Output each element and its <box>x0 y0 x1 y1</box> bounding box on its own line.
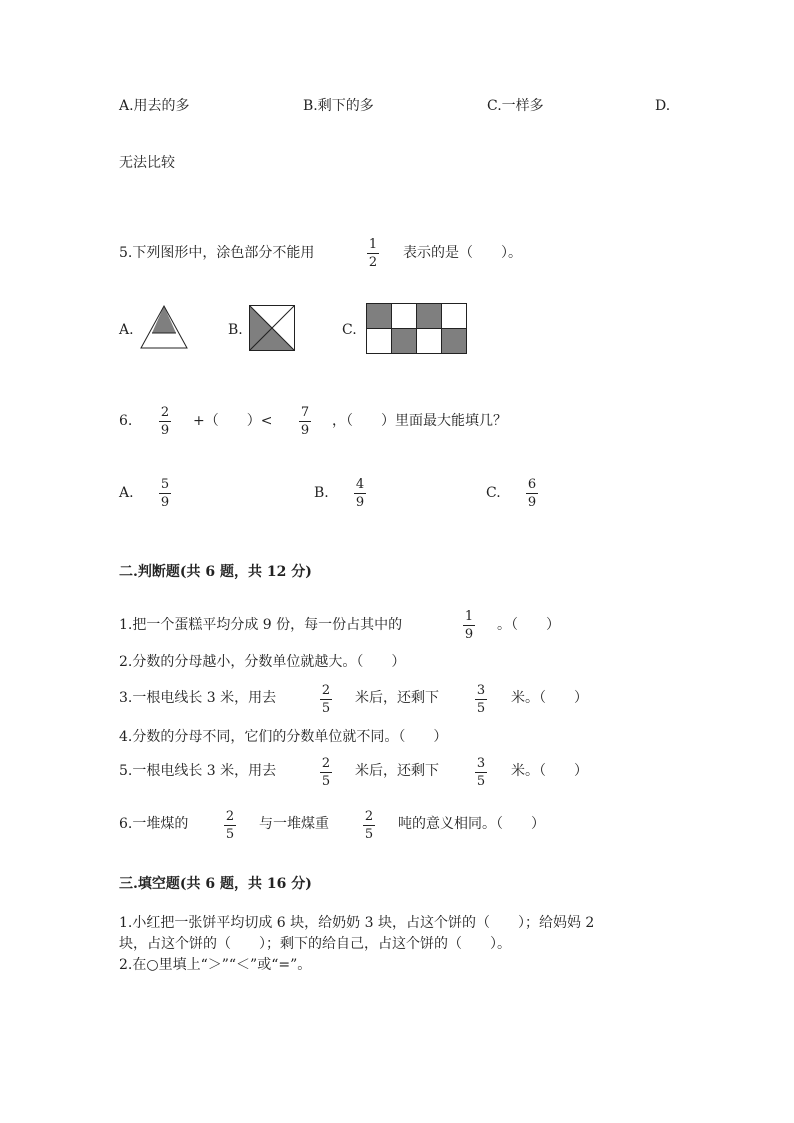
q4-option-b: B.剩下的多 <box>303 98 374 114</box>
q5-fraction-den: 2 <box>368 255 378 270</box>
q6-number: 6. <box>119 413 133 429</box>
tf-6-den-1: 5 <box>225 827 235 842</box>
tf-5-den-2: 5 <box>476 774 486 789</box>
q5-suffix: 表示的是（ ）。 <box>403 245 522 261</box>
tf-item-3-middle: 米后，还剩下 <box>355 690 439 706</box>
triangle-figure <box>139 304 189 350</box>
tf-3-den-1: 5 <box>321 701 331 716</box>
q5-fraction <box>365 237 381 270</box>
tf-item-6-fraction-1 <box>222 809 238 842</box>
tf-item-1: 1.把一个蛋糕平均分成 9 份，每一份占其中的 <box>119 617 403 633</box>
tf-item-5: 5.一根电线长 3 米，用去 <box>119 763 277 779</box>
tf-item-3-suffix: 米。（ ） <box>511 690 588 706</box>
fraction-bar <box>363 825 375 826</box>
tf-6-num-1: 2 <box>225 809 235 824</box>
tf-3-num-1: 2 <box>321 683 331 698</box>
fill-item-2: 2.在○里填上“＞”“＜”或“=”。 <box>119 957 312 973</box>
fraction-bar <box>526 493 538 494</box>
q6-a-num: 5 <box>160 477 170 492</box>
tf-item-5-middle: 米后，还剩下 <box>355 763 439 779</box>
fraction-bar <box>299 421 311 422</box>
tf-item-5-fraction-1 <box>318 756 334 789</box>
q6-f1-num: 2 <box>160 405 170 420</box>
q6-b-num: 4 <box>355 477 365 492</box>
q6-c-num: 6 <box>527 477 537 492</box>
tf-1-den: 9 <box>464 627 474 642</box>
fraction-bar <box>475 772 487 773</box>
q6-option-b-label: B. <box>314 485 329 501</box>
tf-6-den-2: 5 <box>364 827 374 842</box>
q4-option-a: A.用去的多 <box>119 98 190 114</box>
tf-item-6-suffix: 吨的意义相同。（ ） <box>398 816 545 832</box>
grid-cell-shaded <box>442 329 467 354</box>
q6-b-den: 9 <box>355 495 365 510</box>
fraction-bar <box>354 493 366 494</box>
tf-item-6-fraction-2 <box>361 809 377 842</box>
q6-option-a-fraction <box>157 477 173 510</box>
fill-item-1-line-1: 1.小红把一张饼平均切成 6 块，给奶奶 3 块，占这个饼的（ ）；给妈妈 2 <box>119 915 595 931</box>
q6-suffix: ，（ ）里面最大能填几？ <box>332 413 507 429</box>
q6-c-den: 9 <box>527 495 537 510</box>
tf-item-3: 3.一根电线长 3 米，用去 <box>119 690 277 706</box>
tf-5-num-2: 3 <box>476 756 486 771</box>
fraction-bar <box>320 699 332 700</box>
q5-option-c-label: C. <box>342 322 357 338</box>
tf-3-num-2: 3 <box>476 683 486 698</box>
q4-option-d-text: 无法比较 <box>119 155 175 171</box>
tf-item-3-fraction-1 <box>318 683 334 716</box>
fraction-bar <box>367 253 379 254</box>
tf-5-den-1: 5 <box>321 774 331 789</box>
grid-figure <box>366 303 468 355</box>
tf-item-1-suffix: 。（ ） <box>497 617 560 633</box>
tf-item-1-fraction <box>461 609 477 642</box>
fill-item-1-line-2: 块，占这个饼的（ ）；剩下的给自己，占这个饼的（ ）。 <box>119 936 511 952</box>
tf-item-3-fraction-2 <box>473 683 489 716</box>
tf-item-6: 6.一堆煤的 <box>119 816 189 832</box>
tf-item-4: 4.分数的分母不同，它们的分数单位就不同。（ ） <box>119 729 448 745</box>
q6-fraction-1 <box>157 405 173 438</box>
tf-item-5-suffix: 米。（ ） <box>511 763 588 779</box>
square-figure <box>249 305 295 351</box>
q6-middle: +（ ）< <box>193 413 273 429</box>
tf-3-den-2: 5 <box>476 701 486 716</box>
q4-option-c: C.一样多 <box>487 98 544 114</box>
fraction-bar <box>159 493 171 494</box>
tf-item-2: 2.分数的分母越小，分数单位就越大。（ ） <box>119 654 406 670</box>
q6-fraction-2 <box>297 405 313 438</box>
q6-option-c-label: C. <box>486 485 501 501</box>
section-2-heading: 二.判断题(共 6 题，共 12 分) <box>119 564 312 580</box>
section-3-heading: 三.填空题(共 6 题，共 16 分) <box>119 876 312 892</box>
tf-item-5-fraction-2 <box>473 756 489 789</box>
grid-cell-shaded <box>392 329 417 354</box>
q6-option-b-fraction <box>352 477 368 510</box>
q5-fraction-num: 1 <box>368 237 378 252</box>
fraction-bar <box>224 825 236 826</box>
q6-f2-den: 9 <box>300 423 310 438</box>
fraction-bar <box>159 421 171 422</box>
grid-cell-shaded <box>417 304 442 329</box>
fraction-bar <box>320 772 332 773</box>
tf-5-num-1: 2 <box>321 756 331 771</box>
q4-option-d-label: D. <box>655 98 671 114</box>
q5-prompt: 5.下列图形中，涂色部分不能用 <box>119 245 315 261</box>
q5-option-b-label: B. <box>228 322 243 338</box>
q6-option-a-label: A. <box>119 485 134 501</box>
tf-6-num-2: 2 <box>364 809 374 824</box>
tf-item-6-middle: 与一堆煤重 <box>259 816 329 832</box>
fraction-bar <box>475 699 487 700</box>
q6-option-c-fraction <box>524 477 540 510</box>
q6-f1-den: 9 <box>160 423 170 438</box>
q6-a-den: 9 <box>160 495 170 510</box>
q5-option-a-label: A. <box>119 322 134 338</box>
grid-cell-shaded <box>367 304 392 329</box>
triangle-shaded-part <box>152 306 176 333</box>
tf-1-num: 1 <box>464 609 474 624</box>
q6-f2-num: 7 <box>300 405 310 420</box>
fraction-bar <box>463 625 475 626</box>
